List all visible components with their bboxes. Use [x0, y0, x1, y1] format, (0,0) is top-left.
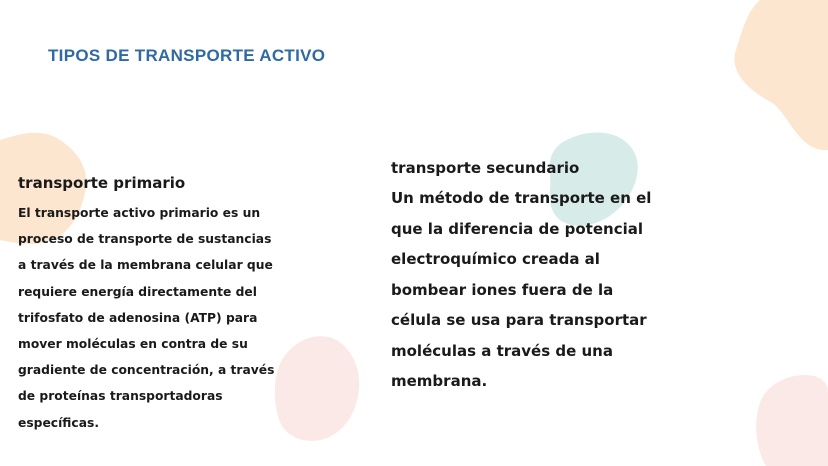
secondary-transport-heading: transporte secundario [391, 159, 580, 177]
slide-title: TIPOS DE TRANSPORTE ACTIVO [48, 46, 326, 65]
primary-transport-heading: transporte primario [18, 174, 186, 192]
primary-transport-text: El transporte activo primario es un proceso de transporte de sustancias a través de la membrana celular que requiere energía directamente del trifosfato de adenosina (ATP) para mover moléculas en contra de su gradiente de concentración, a través de proteínas transportadoras específicas. [18, 206, 275, 430]
orange-blob-top-right [734, 0, 828, 150]
primary-transport-section [18, 172, 318, 436]
secondary-transport-text: Un método de transporte en el que la diferencia de potencial electroquímico creada al bombear iones fuera de la célula se usa para transportar moléculas a través de una membrana. [391, 189, 652, 390]
secondary-transport-section [391, 157, 691, 397]
pink-blob-bottom-right [756, 375, 828, 466]
